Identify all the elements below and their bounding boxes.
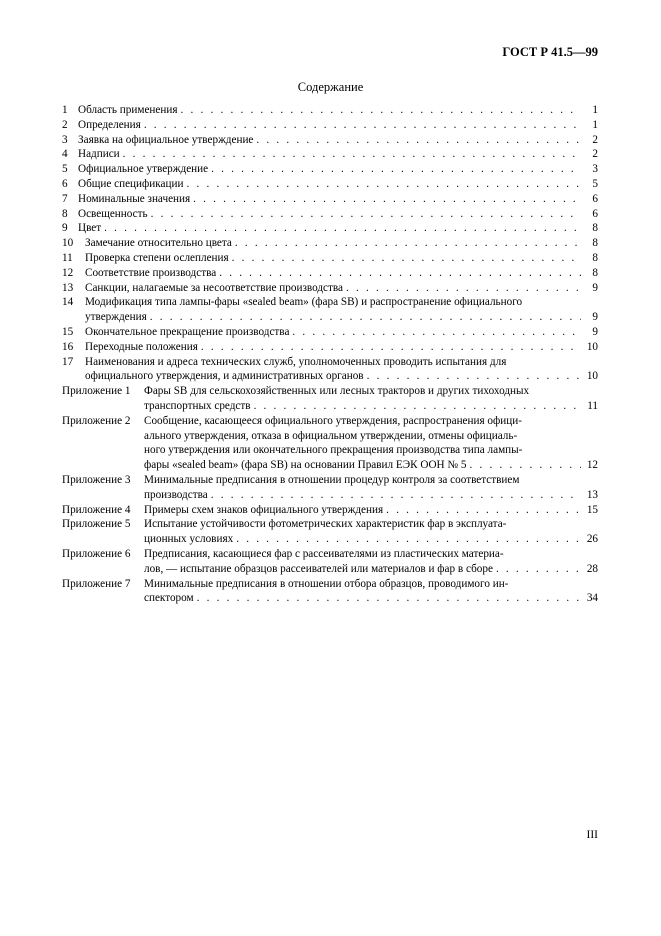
entry-title: Номинальные значения <box>78 192 191 205</box>
appendix-label: Приложение 7 <box>62 577 131 590</box>
entry-title: фары «sealed beam» (фара SB) на основании Правил ЕЭК ООН № 5 <box>144 459 467 472</box>
dot-leader <box>201 340 581 355</box>
entry-title: Соответствие производства <box>85 266 217 279</box>
entry-text <box>78 162 598 177</box>
section-number: 4 <box>62 148 68 161</box>
entry-text <box>85 251 598 266</box>
dot-leader <box>235 236 581 251</box>
toc-entry <box>62 207 598 222</box>
section-number: 8 <box>62 207 68 220</box>
entry-line <box>85 236 598 251</box>
entry-text <box>85 340 598 355</box>
entry-title: Цвет <box>78 222 102 235</box>
entry-line <box>144 399 598 414</box>
toc-entry <box>62 147 598 162</box>
appendix-label: Приложение 2 <box>62 414 131 427</box>
entry-line <box>85 295 598 310</box>
dot-leader <box>254 399 581 414</box>
entry-text <box>85 281 598 296</box>
dot-leader <box>469 458 581 473</box>
entry-title: ционных условиях <box>144 533 234 546</box>
dot-leader <box>104 221 581 236</box>
entry-text <box>144 384 598 414</box>
dot-leader <box>256 133 581 148</box>
entry-text <box>78 103 598 118</box>
entry-line <box>78 221 598 236</box>
toc-entry <box>62 281 598 296</box>
entry-page: 2 <box>592 133 598 146</box>
entry-line <box>78 103 598 118</box>
toc-entry <box>62 192 598 207</box>
entry-text <box>78 118 598 133</box>
entry-page: 10 <box>586 370 598 383</box>
toc-entry <box>62 118 598 133</box>
appendix-entry <box>62 577 598 607</box>
entry-page: 8 <box>592 266 598 279</box>
entry-title: Замечание относительно цвета <box>85 237 232 250</box>
dot-leader <box>144 118 581 133</box>
entry-title: спектором <box>144 592 194 605</box>
entry-title: Область применения <box>78 104 178 116</box>
entry-page: 8 <box>592 251 598 264</box>
entry-text <box>144 577 598 607</box>
toc-entry <box>62 133 598 148</box>
entry-title: Фары SB для сельскохозяйственных или лесных тракторов и других тихоходных <box>144 385 530 398</box>
entry-title: Модификация типа лампы-фары «sealed beam» (фара SB) и распространение официального <box>85 296 523 309</box>
entry-text <box>144 503 598 518</box>
entry-line <box>144 547 598 562</box>
dot-leader <box>123 147 581 162</box>
section-number: 9 <box>62 222 68 235</box>
section-number: 3 <box>62 133 68 146</box>
entry-line <box>85 340 598 355</box>
entry-page: 2 <box>592 148 598 161</box>
section-number: 7 <box>62 192 68 205</box>
appendix-label: Приложение 6 <box>62 547 131 560</box>
section-number: 13 <box>62 281 74 294</box>
entry-title: Общие спецификации <box>78 177 184 190</box>
entry-page: 5 <box>592 177 598 190</box>
appendix-entry <box>62 473 598 503</box>
entry-line <box>144 532 598 547</box>
toc-title: Содержание <box>297 80 364 94</box>
entry-title: ального утверждения, отказа в официальном утверждении, отмены официаль- <box>144 429 518 442</box>
entry-text <box>78 133 598 148</box>
entry-title: Окончательное прекращение производства <box>85 325 290 338</box>
appendix-entry <box>62 384 598 414</box>
entry-page: 12 <box>586 459 598 472</box>
entry-title: Освещенность <box>78 207 148 220</box>
entry-page: 11 <box>587 399 598 412</box>
section-number: 1 <box>62 104 68 116</box>
entry-line <box>85 281 598 296</box>
entry-line <box>85 325 598 340</box>
entry-line <box>144 503 598 518</box>
dot-leader <box>211 488 581 503</box>
entry-line <box>78 192 598 207</box>
dot-leader <box>186 177 581 192</box>
toc-entry <box>62 103 598 118</box>
dot-leader <box>496 562 581 577</box>
entry-title: Проверка степени ослепления <box>85 251 229 264</box>
dot-leader <box>150 310 581 325</box>
toc-entry <box>62 355 598 385</box>
toc-entry <box>62 266 598 281</box>
entry-line <box>78 118 598 133</box>
entry-page: 8 <box>592 222 598 235</box>
entry-line <box>144 591 598 606</box>
entry-page: 28 <box>586 562 598 575</box>
toc-entry <box>62 177 598 192</box>
entry-line <box>144 458 598 473</box>
entry-line <box>78 133 598 148</box>
toc-entry <box>62 236 598 251</box>
entry-text <box>78 177 598 192</box>
entry-title: ного утверждения или окончательного прекращения производства типа лампы- <box>144 444 523 457</box>
appendix-entry <box>62 503 598 518</box>
dot-leader <box>151 207 581 222</box>
section-number: 16 <box>62 340 74 353</box>
toc-entry <box>62 340 598 355</box>
section-number: 17 <box>62 355 74 368</box>
entry-text <box>144 517 598 547</box>
appendix-entry <box>62 414 598 473</box>
entry-title: Заявка на официальное утверждение <box>78 133 254 146</box>
entry-text <box>85 236 598 251</box>
entry-text <box>85 355 598 385</box>
dot-leader <box>346 281 581 296</box>
entry-text <box>85 325 598 340</box>
entry-text <box>144 473 598 503</box>
toc-entry <box>62 295 598 325</box>
entry-line <box>144 384 598 399</box>
entry-line <box>78 207 598 222</box>
dot-leader <box>292 325 581 340</box>
entry-title: Испытание устойчивости фотометрических характеристик фар в эксплуата- <box>144 518 507 531</box>
entry-title: Примеры схем знаков официального утверждения <box>144 503 384 516</box>
toc-entry <box>62 325 598 340</box>
entry-line <box>144 577 598 592</box>
entry-title: Наименования и адреса технических служб, уполномоченных проводить испытания для <box>85 355 507 368</box>
entry-line <box>144 473 598 488</box>
entry-page: 1 <box>592 104 598 116</box>
entry-text <box>85 266 598 281</box>
dot-leader <box>197 591 581 606</box>
entry-title: Предписания, касающиеся фар с рассеивателями из пластических материа- <box>144 547 504 560</box>
entry-title: Сообщение, касающееся официального утверждения, распространения офици- <box>144 414 522 427</box>
entry-line <box>144 429 598 444</box>
entry-line <box>85 355 598 370</box>
appendix-label: Приложение 3 <box>62 473 131 486</box>
section-number: 14 <box>62 296 74 309</box>
dot-leader <box>219 266 581 281</box>
entry-title: Санкции, налагаемые за несоответствие производства <box>85 281 343 294</box>
section-number: 6 <box>62 177 68 190</box>
dot-leader <box>193 192 581 207</box>
entry-page: 1 <box>592 118 598 131</box>
entry-page: 8 <box>592 237 598 250</box>
entry-text <box>78 221 598 236</box>
entry-page: 9 <box>592 311 598 324</box>
entry-text <box>144 547 598 577</box>
toc-entry <box>62 251 598 266</box>
appendix-label: Приложение 1 <box>62 385 131 398</box>
dot-leader <box>211 162 581 177</box>
entry-line <box>144 443 598 458</box>
entry-line <box>144 488 598 503</box>
section-number: 2 <box>62 118 68 131</box>
toc-entry <box>62 162 598 177</box>
entry-title: утверждения <box>85 311 147 324</box>
entry-text <box>85 295 598 325</box>
entry-title: производства <box>144 488 208 501</box>
section-number: 10 <box>62 237 74 250</box>
entry-text <box>78 192 598 207</box>
section-number: 11 <box>62 251 73 264</box>
dot-leader <box>367 369 581 384</box>
entry-title: официального утверждения, и административных органов <box>85 370 364 383</box>
section-number: 12 <box>62 266 74 279</box>
entry-text <box>78 207 598 222</box>
entry-page: 9 <box>592 325 598 338</box>
entry-line <box>144 414 598 429</box>
entry-title: Надписи <box>78 148 120 161</box>
entry-text <box>144 414 598 473</box>
entry-line <box>85 310 598 325</box>
entry-line <box>144 562 598 577</box>
entry-line <box>85 251 598 266</box>
entry-line <box>144 517 598 532</box>
entry-line <box>85 369 598 384</box>
section-number: 5 <box>62 163 68 176</box>
entry-title: Минимальные предписания в отношении отбора образцов, проводимого ин- <box>144 577 509 590</box>
entry-page: 6 <box>592 192 598 205</box>
entry-title: Определения <box>78 118 141 131</box>
appendix-label: Приложение 4 <box>62 503 131 516</box>
dot-leader <box>180 103 581 118</box>
entry-title: Официальное утверждение <box>78 163 209 176</box>
dot-leader <box>232 251 581 266</box>
toc-entry <box>62 221 598 236</box>
entry-title: Переходные положения <box>85 340 198 353</box>
entry-page: 15 <box>586 503 598 516</box>
entry-line <box>78 162 598 177</box>
entry-page: 34 <box>586 592 598 605</box>
entry-line <box>85 266 598 281</box>
dot-leader <box>386 503 581 518</box>
entry-page: 13 <box>586 488 598 501</box>
doc-code-header: ГОСТ Р 41.5—99 <box>502 45 598 59</box>
section-number: 15 <box>62 325 74 338</box>
page-number: III <box>586 829 598 841</box>
entry-line <box>78 177 598 192</box>
appendix-label: Приложение 5 <box>62 518 131 531</box>
table-of-contents <box>62 103 598 606</box>
entry-page: 3 <box>592 163 598 176</box>
entry-page: 6 <box>592 207 598 220</box>
appendix-entry <box>62 517 598 547</box>
dot-leader <box>236 532 581 547</box>
entry-text <box>78 147 598 162</box>
entry-title: лов, — испытание образцов рассеивателей или материалов и фар в сборе <box>144 562 493 575</box>
entry-line <box>78 147 598 162</box>
entry-page: 26 <box>586 533 598 546</box>
entry-title: транспортных средств <box>144 399 251 412</box>
entry-page: 10 <box>586 340 598 353</box>
appendix-entry <box>62 547 598 577</box>
entry-title: Минимальные предписания в отношении процедур контроля за соответствием <box>144 473 520 486</box>
entry-page: 9 <box>592 281 598 294</box>
